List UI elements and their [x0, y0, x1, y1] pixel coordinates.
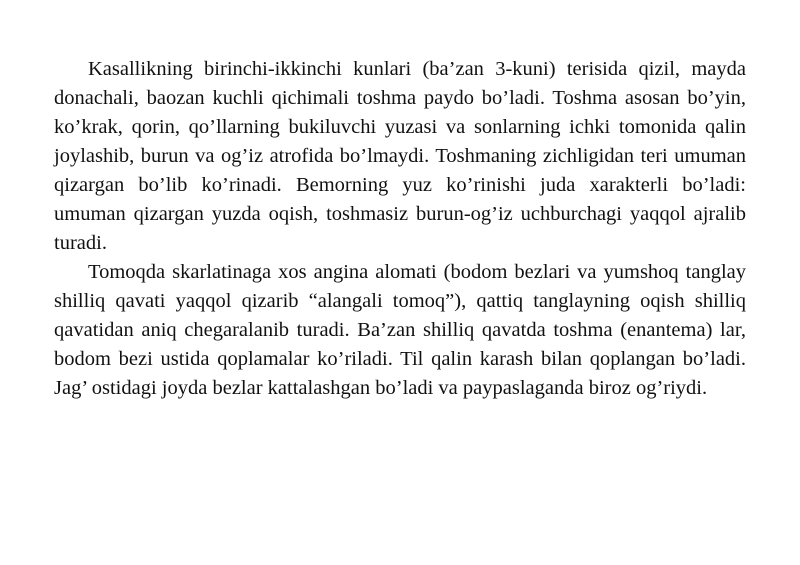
body-text	[54, 55, 746, 403]
paragraph-rash-description: Kasallikning birinchi-ikkinchi kunlari (ba’zan 3-kuni) terisida qizil, mayda donachali, baozan kuchli qichimali toshma paydo bo’ladi. Toshma asosan bo’yin, ko’krak, qorin, qo’llarning bukiluvchi yuzasi va sonlarning ichki tomonida qalin joylashib, burun va og’iz atrofida bo’lmaydi. Toshmaning zichligidan teri umuman qizargan bo’lib ko’rinadi. Bemorning yuz ko’rinishi juda xarakterli bo’ladi: umuman qizargan yuzda oqish, toshmasiz burun-og’iz uchburchagi yaqqol ajralib turadi.	[54, 58, 746, 254]
paragraph-throat-description: Tomoqda skarlatinaga xos angina alomati (bodom bezlari va yumshoq tanglay shilliq qavati yaqqol qizarib “alangali tomoq”), qattiq tanglayning oqish shilliq qavatidan aniq chegaralanib turadi. Ba’zan shilliq qavatda toshma (enantema) lar, bodom bezi ustida qoplamalar ko’riladi. Til qalin karash bilan qoplangan bo’ladi. Jag’ ostidagi joyda bezlar kattalashgan bo’ladi va paypaslaganda biroz og’riydi.	[54, 261, 746, 399]
